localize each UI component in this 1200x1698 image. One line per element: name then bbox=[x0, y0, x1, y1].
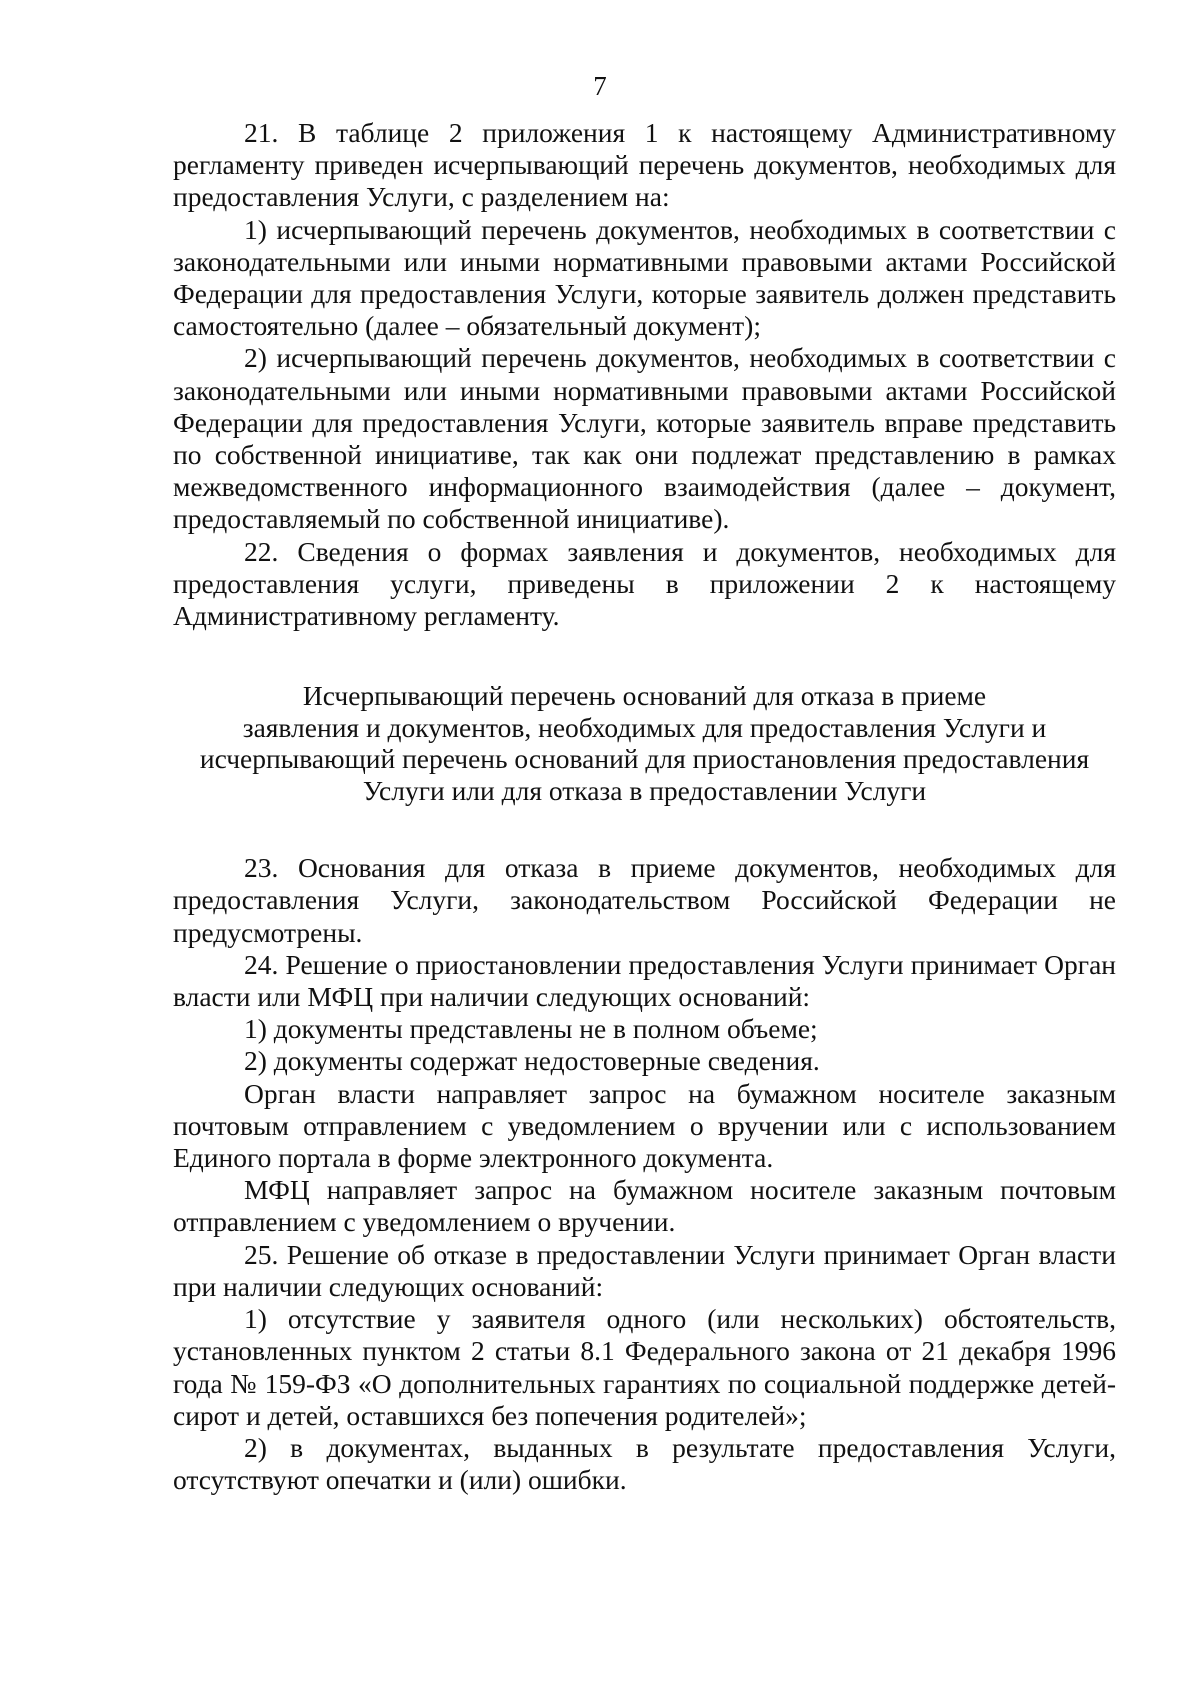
section-heading-line: Исчерпывающий перечень оснований для отказа в приеме bbox=[302, 680, 987, 712]
paragraph-23: 23. Основания для отказа в приеме документов, необходимых для предоставления Услуги, законодательством Российской Федерации не предусмотрены. bbox=[173, 852, 1116, 948]
list-item-unreliable-information: 2) документы содержат недостоверные сведения. bbox=[244, 1045, 820, 1077]
page-number: 7 bbox=[593, 71, 607, 101]
paragraph-21: 21. В таблице 2 приложения 1 к настоящему Административному регламенту приведен исчерпывающий перечень документов, необходимых для предоставления Услуги, с разделением на: bbox=[173, 117, 1116, 213]
paragraph-24: 24. Решение о приостановлении предоставления Услуги принимает Орган власти или МФЦ при наличии следующих оснований: bbox=[173, 948, 1116, 1013]
section-heading-line: исчерпывающий перечень оснований для приостановления предоставления bbox=[199, 743, 1090, 775]
list-item-2-optional-documents: 2) исчерпывающий перечень документов, необходимых в соответствии с законодательными или иными нормативными правовыми актами Российской Федерации для предоставления Услуги, которые заявитель вправе представить по собственной инициативе, так как они подлежат представлению в рамках межведомственного информационного взаимодействия (далее – документ, предоставляемый по собственной инициативе). bbox=[173, 342, 1116, 535]
list-item-incomplete-documents: 1) документы представлены не в полном объеме; bbox=[244, 1013, 818, 1045]
paragraph-22: 22. Сведения о формах заявления и документов, необходимых для предоставления услуги, приведены в приложении 2 к настоящему Административному регламенту. bbox=[173, 535, 1116, 632]
section-heading-line: заявления и документов, необходимых для предоставления Услуги и bbox=[242, 711, 1047, 743]
list-item-absence-of-circumstances: 1) отсутствие у заявителя одного (или нескольких) обстоятельств, установленных пунктом 2 статьи 8.1 Федерального закона от 21 декабря 1996 года № 159-ФЗ «О дополнительных гарантиях по социальной поддержке детей-сирот и детей, оставшихся без попечения родителей»; bbox=[173, 1303, 1116, 1431]
list-item-no-typos: 2) в документах, выданных в результате предоставления Услуги, отсутствуют опечатки и (или) ошибки. bbox=[173, 1431, 1116, 1496]
paragraph-mfc-request: МФЦ направляет запрос на бумажном носителе заказным почтовым отправлением с уведомлением о вручении. bbox=[173, 1174, 1116, 1238]
document-body bbox=[173, 117, 1116, 1496]
paragraph-25: 25. Решение об отказе в предоставлении Услуги принимает Орган власти при наличии следующих оснований: bbox=[173, 1238, 1116, 1302]
section-heading bbox=[173, 680, 1116, 806]
list-item-1-mandatory-documents: 1) исчерпывающий перечень документов, необходимых в соответствии с законодательными или иными нормативными правовыми актами Российской Федерации для предоставления Услуги, которые заявитель должен представить самостоятельно (далее – обязательный документ); bbox=[173, 213, 1116, 342]
paragraph-authority-request: Орган власти направляет запрос на бумажном носителе заказным почтовым отправлением с уведомлением о вручении или с использованием Единого портала в форме электронного документа. bbox=[173, 1077, 1116, 1174]
section-heading-line: Услуги или для отказа в предоставлении Услуги bbox=[362, 774, 927, 806]
